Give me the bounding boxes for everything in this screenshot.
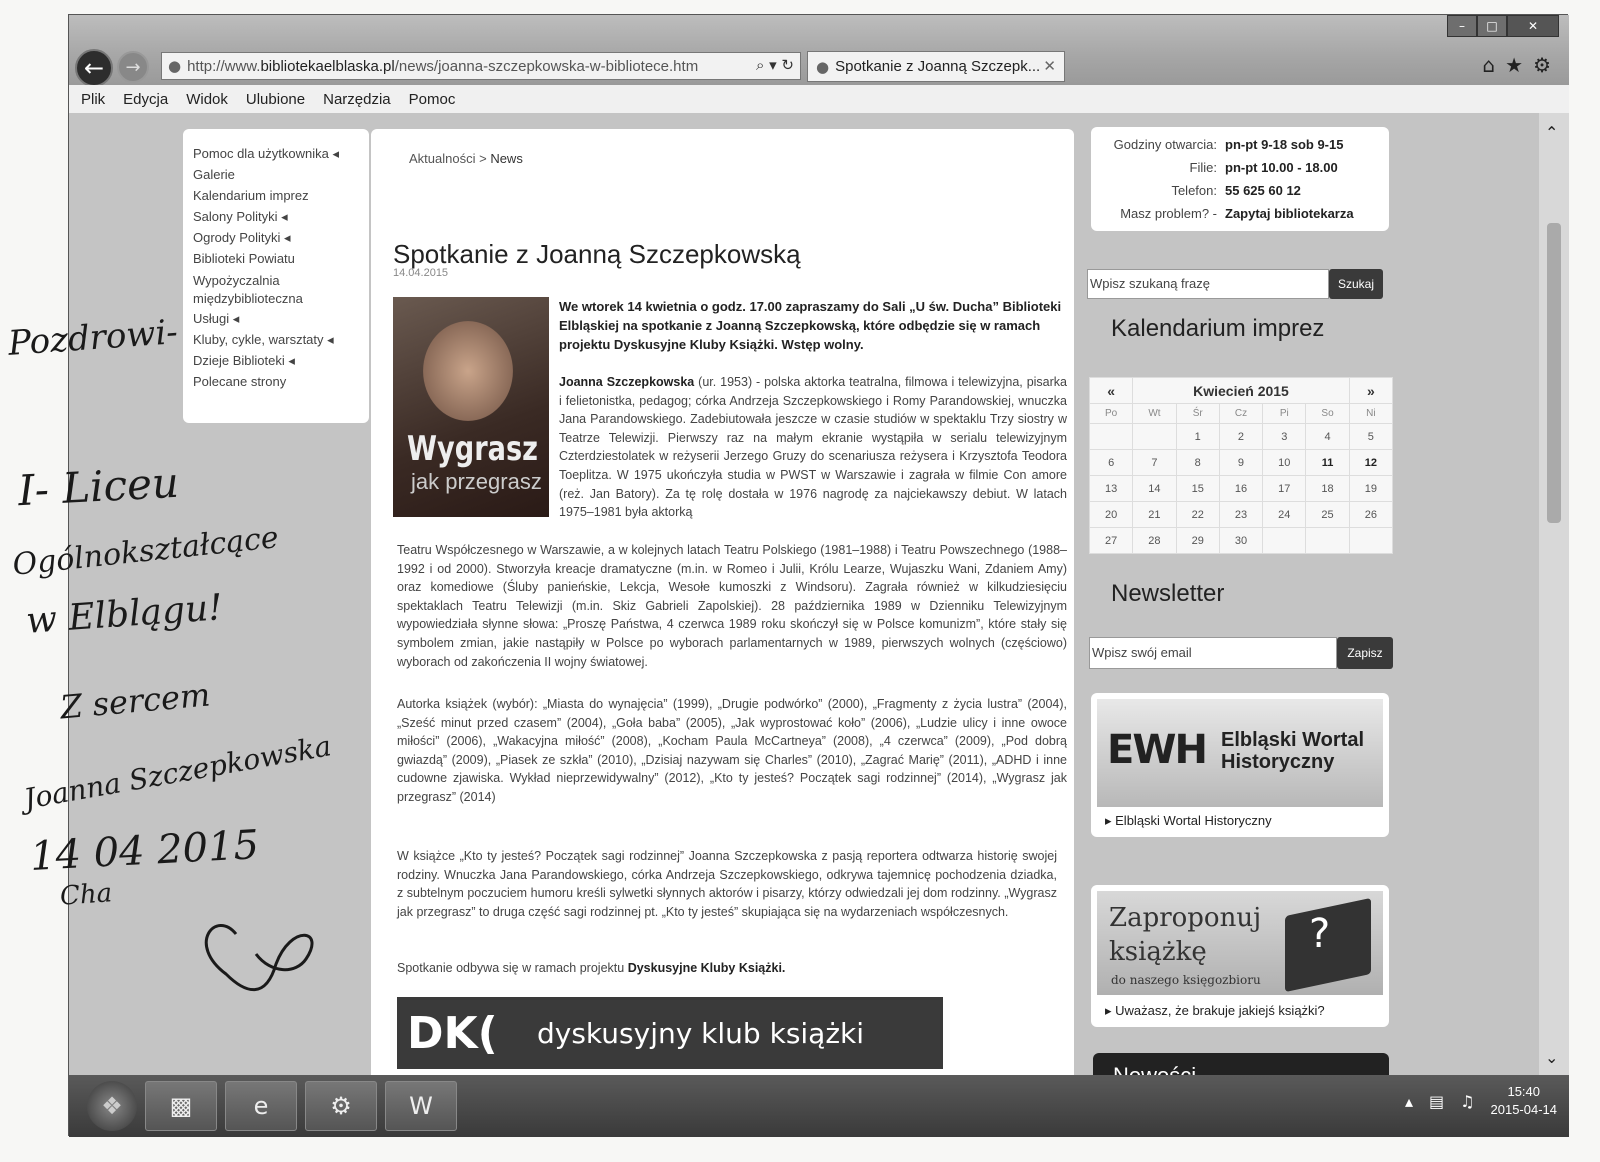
article-book-description: W książce „Kto ty jesteś? Początek sagi rodzinnej” Joanna Szczepkowska z pasją reportera odtwarza historię swojej rodziny. Wnuczka Jana Parandowskiego, córka Andrzeja Szczepkowskiego, odkrywa tajemnicę pochodzenia dziadka, z subtelnym poczuciem humoru kreśli sylwetki słynnych aktorów i pisarzy, którzy odwiedzali jej dom rodzinny. „Wygrasz jak przegrasz” to druga część sagi rodzinnej pt. „Kto ty jesteś” skupiająca się na wydarzeniach współczesnych.	[397, 849, 1057, 919]
calendar-header	[1090, 378, 1393, 404]
help-label: Masz problem? -	[1120, 206, 1217, 221]
calendar-day[interactable]: 12	[1349, 450, 1392, 476]
breadcrumb-separator: >	[475, 151, 491, 166]
close-tab-icon[interactable]: ✕	[1043, 57, 1056, 75]
calendar-day[interactable]: 4	[1306, 424, 1349, 450]
ewh-name	[1221, 729, 1364, 773]
network-icon[interactable]: ▤	[1429, 1091, 1445, 1111]
calendar-week	[1090, 502, 1393, 528]
minimize-button[interactable]: –	[1447, 15, 1477, 37]
word-taskbar-icon[interactable]: W	[385, 1081, 457, 1131]
handwriting-closing: Cha	[59, 878, 114, 912]
nav-item[interactable]: międzybiblioteczna	[193, 291, 303, 306]
handwritten-heart-icon	[196, 904, 326, 1014]
weekday: So	[1306, 404, 1349, 424]
menu-bar	[69, 85, 1569, 113]
newsletter-heading: Newsletter	[1111, 580, 1225, 607]
phone-label: Telefon:	[1171, 183, 1217, 198]
calendar-day[interactable]: 18	[1306, 476, 1349, 502]
ewh-link[interactable]: ▸ Elbląski Wortal Historyczny	[1105, 813, 1272, 828]
dkk-logo: DK(	[407, 1007, 498, 1059]
forward-button[interactable]: →	[117, 51, 149, 83]
calendar	[1089, 377, 1393, 554]
dkk-banner[interactable]	[397, 997, 943, 1069]
calendar-day[interactable]: 21	[1133, 502, 1176, 528]
help-row	[1091, 206, 1389, 221]
opening-hours-box	[1091, 127, 1389, 231]
calendar-day[interactable]: 24	[1263, 502, 1306, 528]
maximize-button[interactable]: □	[1477, 15, 1507, 37]
calendar-day[interactable]: 8	[1176, 450, 1219, 476]
project-name: Dyskusyjne Kluby Książki.	[627, 961, 786, 975]
nav-item[interactable]: Biblioteki Powiatu	[193, 251, 295, 266]
article-title: Spotkanie z Joanną Szczepkowską	[393, 239, 801, 269]
calendar-day[interactable]: 27	[1090, 528, 1133, 554]
calendar-next-button[interactable]: »	[1349, 378, 1392, 404]
calendar-day[interactable]: 25	[1306, 502, 1349, 528]
weekday: Ni	[1349, 404, 1392, 424]
scroll-thumb[interactable]	[1547, 223, 1561, 523]
article-bio-part2: Teatru Współczesnego w Warszawie, a w kolejnych latach Teatru Polskiego (1981–1988) i Teatru Powszechnego (1988–1992 i od 2000). Stworzyła kreacje dramatyczne (m.in. w Romeo i Julii, Królu Learze, Wujaszku Wani, Zdaniem Amy) oraz komediowe (Śluby panieńskie, Lekcja, Wesołe kumoszki z Windsoru). Zagrała również w kilkudziesięciu spektaklach Teatru Telewizji (m.in. Skiz Gabrieli Zapolskiej). 28 października 1989 w Dzienniku Telewizyjnym wypowiedziała słynne słowa: „Proszę Państwa, 4 czerwca 1989 roku skończył się w Polsce komunizm”, które stały się symbolem zmian, jakie nastąpiły w Polsce po wyborach parlamentarnych w 1989, pierwszych wolnych (częściowo) wyborach od zakończenia II wojny światowej.	[397, 543, 1067, 669]
search-refresh-icon[interactable]: ⌕ ▾ ↻	[755, 56, 794, 74]
calendar-day	[1349, 528, 1392, 554]
search-form	[1087, 269, 1383, 299]
calendar-day[interactable]: 29	[1176, 528, 1219, 554]
ewh-name-line2: Historyczny	[1221, 751, 1335, 773]
author-photo	[423, 321, 513, 421]
calendar-day	[1306, 528, 1349, 554]
suggest-book-box	[1091, 885, 1389, 1027]
calendar-day[interactable]: 22	[1176, 502, 1219, 528]
article-lead: We wtorek 14 kwietnia o godz. 17.00 zapraszamy do Sali „U św. Ducha” Biblioteki Elbląskiej na spotkanie z Joanną Szczepkowską, które odbędzie się w ramach projektu Dyskusyjne Kluby Książki. Wstęp wolny.	[559, 299, 1062, 352]
app-taskbar-icon[interactable]: ⚙	[305, 1081, 377, 1131]
branches-value: pn-pt 10.00 - 18.00	[1225, 160, 1338, 175]
nav-item[interactable]: Pomoc dla użytkownika ◂	[193, 146, 339, 161]
nav-item[interactable]: Usługi ◂	[193, 311, 240, 326]
clock[interactable]	[1491, 1083, 1558, 1119]
breadcrumb-parent[interactable]: Aktualności	[409, 151, 476, 166]
scroll-down-icon[interactable]: ⌄	[1545, 1048, 1559, 1067]
handwriting-greeting: Pozdrowi-	[6, 312, 180, 364]
calendar-week	[1090, 424, 1393, 450]
cover-subtitle: jak przegrasz	[411, 469, 542, 494]
back-button[interactable]: ←	[75, 49, 113, 87]
calendar-weekdays	[1090, 404, 1393, 424]
explorer-taskbar-icon[interactable]: ▩	[145, 1081, 217, 1131]
calendar-day	[1090, 424, 1133, 450]
menu-pomoc[interactable]: Pomoc	[408, 90, 456, 108]
tab-page-icon: ●	[816, 57, 830, 76]
calendar-day[interactable]: 9	[1219, 450, 1262, 476]
left-navigation	[183, 129, 369, 423]
project-pre: Spotkanie odbywa się w ramach projektu	[397, 961, 628, 975]
ask-librarian-link[interactable]: Zapytaj bibliotekarza	[1225, 206, 1354, 221]
calendar-day[interactable]: 6	[1090, 450, 1133, 476]
calendar-day[interactable]: 11	[1306, 450, 1349, 476]
calendar-day[interactable]: 2	[1219, 424, 1262, 450]
calendar-day[interactable]: 7	[1133, 450, 1176, 476]
breadcrumb	[409, 151, 523, 166]
suggest-book-banner[interactable]	[1097, 891, 1383, 995]
home-icon[interactable]: ⌂	[1482, 53, 1496, 77]
subscribe-button[interactable]: Zapisz	[1337, 637, 1393, 669]
handwriting-school: I- Liceu	[16, 457, 181, 516]
hours-row	[1091, 137, 1389, 152]
book-cover-image	[393, 297, 549, 517]
calendar-day[interactable]: 19	[1349, 476, 1392, 502]
article-date: 14.04.2015	[393, 267, 449, 279]
calendar-day[interactable]: 1	[1176, 424, 1219, 450]
toolbar-icons	[1482, 53, 1551, 77]
ewh-banner[interactable]	[1097, 699, 1383, 807]
calendar-week	[1090, 528, 1393, 554]
calendar-day[interactable]: 13	[1090, 476, 1133, 502]
search-input[interactable]: Wpisz szukaną frazę	[1087, 269, 1329, 299]
calendar-day[interactable]: 3	[1263, 424, 1306, 450]
calendar-month: Kwiecień 2015	[1133, 378, 1349, 404]
clock-time: 15:40	[1507, 1084, 1541, 1099]
cover-title: Wygrasz	[407, 429, 538, 469]
menu-widok[interactable]: Widok	[186, 90, 228, 108]
newsletter-form	[1089, 637, 1393, 669]
settings-gear-icon[interactable]: ⚙	[1533, 53, 1551, 77]
nav-item[interactable]: Wypożyczalnia	[193, 273, 280, 288]
branches-label: Filie:	[1189, 160, 1217, 175]
calendar-day[interactable]: 5	[1349, 424, 1392, 450]
bio-text: (ur. 1953) - polska aktorka teatralna, filmowa i telewizyjna, pisarka i felietonistka, pedagog; córka Andrzeja Szczepkowskiego i Romy Parandowskiej, wnuczka Jana Parandowskiego. Zadebiutowała jeszcze w czasie studiów w spektaklu Trzy siostry w Teatrze Telewizji. Pierwszy raz na małym ekranie wystąpiła w serialu telewizyjnym Czterdziestolatek w reżyserii Jerzego Gruzy do scenariusza reżysera i Krzysztofa Teodora Toeplitza. W 1975 ukończyła studia w PWST w Warszawie i zagrała w filmie Con amore (reż. Jan Batory). Za tę rolę dostała w 1976 nagrodę za najciekawszy debiut. W latach 1975–1981 była aktorką	[559, 375, 1067, 520]
bio-name: Joanna Szczepkowska	[559, 375, 695, 389]
scroll-up-icon[interactable]: ⌃	[1545, 123, 1559, 142]
window-controls	[1447, 15, 1559, 37]
suggest-line2: książkę	[1109, 937, 1207, 967]
calendar-day[interactable]: 20	[1090, 502, 1133, 528]
menu-plik[interactable]: Plik	[81, 90, 106, 108]
vertical-scrollbar[interactable]	[1539, 113, 1569, 1075]
favorites-star-icon[interactable]: ★	[1505, 53, 1524, 77]
url-prefix: http://www.	[187, 57, 261, 75]
calendar-heading: Kalendarium imprez	[1111, 315, 1325, 342]
dkk-text: dyskusyjny klub książki	[537, 1016, 865, 1050]
address-bar[interactable]	[161, 52, 801, 80]
calendar-day[interactable]: 28	[1133, 528, 1176, 554]
ewh-box	[1091, 693, 1389, 837]
ewh-name-line1: Elbląski Wortal	[1221, 729, 1365, 751]
handwriting-school-type: Ogólnokształcące	[10, 520, 281, 583]
browser-toolbar	[69, 15, 1569, 85]
page-icon: ●	[168, 57, 182, 75]
calendar-day[interactable]: 17	[1263, 476, 1306, 502]
tab-title: Spotkanie z Joanną Szczepk...	[835, 58, 1041, 75]
calendar-week	[1090, 450, 1393, 476]
nav-item[interactable]: Dzieje Biblioteki ◂	[193, 353, 295, 368]
suggest-line3: do naszego księgozbioru	[1111, 973, 1261, 987]
clock-date: 2015-04-14	[1490, 1102, 1557, 1117]
calendar-day[interactable]: 15	[1176, 476, 1219, 502]
handwriting-with-heart: Z sercem	[58, 675, 212, 727]
nav-item[interactable]: Kalendarium imprez	[193, 188, 309, 203]
hours-value: pn-pt 9-18 sob 9-15	[1225, 137, 1344, 152]
url-domain: bibliotekaelblaska.pl	[260, 57, 395, 75]
suggest-link[interactable]: ▸ Uważasz, że brakuje jakiejś książki?	[1105, 1003, 1325, 1018]
article-panel	[371, 129, 1074, 1089]
question-mark-icon: ?	[1309, 911, 1331, 957]
nav-item[interactable]: Ogrody Polityki ◂	[193, 230, 291, 245]
phone-value: 55 625 60 12	[1225, 183, 1301, 198]
nav-item[interactable]: Galerie	[193, 167, 235, 182]
branches-row	[1091, 160, 1389, 175]
calendar-day[interactable]: 30	[1219, 528, 1262, 554]
handwriting-signature: Joanna Szczepkowska	[21, 729, 334, 816]
weekday: Po	[1090, 404, 1133, 424]
calendar-day[interactable]: 14	[1133, 476, 1176, 502]
weekday: Śr	[1176, 404, 1219, 424]
article-project	[397, 959, 1057, 978]
suggest-line1: Zaproponuj	[1109, 903, 1262, 933]
calendar-prev-button[interactable]: «	[1090, 378, 1133, 404]
ewh-logo: EWH	[1107, 727, 1206, 773]
calendar-day	[1133, 424, 1176, 450]
internet-explorer-taskbar-icon[interactable]: e	[225, 1081, 297, 1131]
weekday: Cz	[1219, 404, 1262, 424]
weekday: Wt	[1133, 404, 1176, 424]
close-window-button[interactable]: ✕	[1507, 15, 1559, 37]
calendar-day[interactable]: 26	[1349, 502, 1392, 528]
nav-item[interactable]: Kluby, cykle, warsztaty ◂	[193, 332, 334, 347]
tab-active[interactable]	[807, 51, 1065, 82]
breadcrumb-current: News	[490, 151, 523, 166]
phone-row	[1091, 183, 1389, 198]
tray-arrow-icon[interactable]: ▴	[1405, 1091, 1414, 1111]
taskbar	[69, 1075, 1569, 1137]
menu-narzedzia[interactable]: Narzędzia	[323, 90, 391, 108]
nav-item[interactable]: Salony Polityki ◂	[193, 209, 288, 224]
article-bio-part1	[559, 373, 1067, 522]
menu-ulubione[interactable]: Ulubione	[245, 90, 306, 108]
calendar-day[interactable]: 10	[1263, 450, 1306, 476]
nav-item[interactable]: Polecane strony	[193, 374, 287, 389]
article-books: Autorka książek (wybór): „Miasta do wynajęcia” (1999), „Drugie podwórko” (2000), „Fragmenty z życia lustra” (2004), „Sześć minut przed czasem” (2004), „Goła baba” (2005), „Jak wyprostować koło” (2006), „Ludzie ulicy i inne owoce miłości” (2006), „Wakacyjna miłość” (2008), „Kocham Paula McCartneya” (2008), „4 czerwca” (2009), „Pod dobrą gwiazdą” (2009), „Piasek ze szkła” (2010), „Dzisiaj nazywam się Charles” (2010), „Zagrać Marię” (2011), „ADHD i inne cudowne zjawiska. Wykład nieprzewidywalny” (2012), „Kto ty jesteś? Początek sagi rodzinnej” (2014), „Wygrasz jak przegrasz” (2014)	[397, 697, 1067, 804]
url-path: /news/joanna-szczepkowska-w-bibliotece.htm	[394, 57, 699, 75]
email-field[interactable]: Wpisz swój email	[1089, 637, 1337, 669]
handwriting-date: 14 04 2015	[28, 822, 261, 880]
system-tray	[1405, 1083, 1557, 1119]
menu-edycja[interactable]: Edycja	[123, 90, 169, 108]
volume-icon[interactable]: ♫	[1460, 1091, 1475, 1111]
calendar-day[interactable]: 16	[1219, 476, 1262, 502]
start-button[interactable]: ❖	[87, 1081, 137, 1131]
calendar-day	[1263, 528, 1306, 554]
suggest-heading	[1109, 901, 1261, 969]
handwriting-city: w Elblągu!	[24, 587, 224, 642]
calendar-week	[1090, 476, 1393, 502]
calendar-day[interactable]: 23	[1219, 502, 1262, 528]
weekday: Pi	[1263, 404, 1306, 424]
search-button[interactable]: Szukaj	[1329, 269, 1383, 299]
hours-label: Godziny otwarcia:	[1113, 137, 1217, 152]
